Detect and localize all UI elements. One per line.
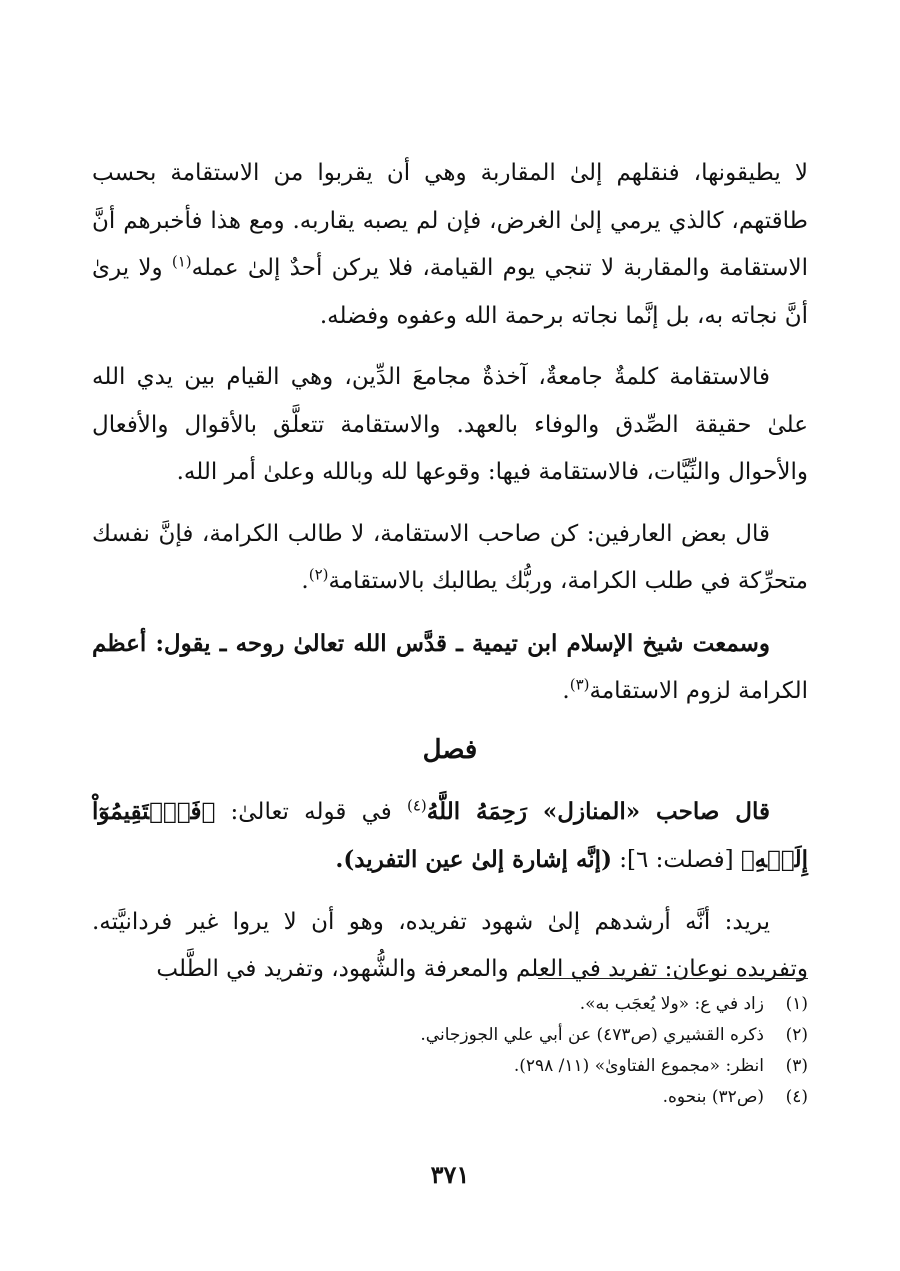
footnote-text: ذكره القشيري (ص٤٧٣) عن أبي علي الجوزجاني.: [420, 1025, 764, 1045]
footnotes: [92, 978, 808, 1113]
footnote-number: (١): [785, 994, 808, 1014]
paragraph-5-bold: قال صاحب «المنازل» رَحِمَهُ اللَّهُ: [426, 797, 771, 825]
page-number: ٣٧١: [430, 1160, 470, 1189]
paragraph-4: [92, 620, 808, 716]
paragraph-5-text: في قوله تعالىٰ:: [215, 798, 407, 825]
paragraph-6-text: يريد: أنَّه أرشدهم إلىٰ شهود تفريده، وهو أن لا يروا غير فردانيَّته. وتفريده نوعان: تفريد في العلم والمعرفة والشُّهود، وتفريد في الطَّلب: [92, 908, 808, 982]
paragraph-3-text: قال بعض العارفين: كن صاحب الاستقامة، لا طالب الكرامة، فإنَّ نفسك متحرِّكة في طلب الكرامة، وربُّك يطالبك بالاستقامة: [92, 520, 808, 594]
footnote-ref-4: (٤): [407, 795, 427, 814]
paragraph-4-bold: وسمعت شيخ الإسلام ابن تيمية ـ قدَّس الله تعالىٰ روحه ـ يقول: أعظم: [92, 629, 770, 657]
footnote-ref-1: (١): [171, 252, 192, 271]
footnote-item: [92, 1051, 808, 1082]
footnote-item: [92, 1082, 808, 1113]
paragraph-4-text: الكرامة لزوم الاستقامة: [589, 678, 808, 704]
paragraph-4-end: .: [562, 678, 570, 704]
quran-reference: [فصلت: ٦]:: [611, 847, 741, 873]
paragraph-1: [92, 150, 808, 340]
paragraph-5: [92, 788, 808, 885]
footnote-number: (٤): [785, 1087, 808, 1107]
footnote-number: (٣): [785, 1056, 808, 1076]
footnote-ref-2: (٢): [308, 565, 329, 584]
paragraph-1-text: لا يطيقونها، فنقلهم إلىٰ المقاربة وهي أن يقربوا من الاستقامة بحسب طاقتهم، كالذي يرمي إلىٰ الغرض، فإن لم يصبه يقاربه. ومع هذا فأخبرهم أنَّ الاستقامة والمقاربة لا تنجي يوم القيامة، فلا يركن أحدٌ إلىٰ عمله: [92, 160, 808, 281]
footnote-text: (ص٣٢) بنحوه.: [662, 1087, 764, 1107]
paragraph-3: [92, 511, 808, 606]
quran-verse: ﴿فَٱسۡتَقِيمُوٓاْ إِلَيۡهِ﴾: [92, 797, 808, 873]
footnote-ref-3: (٣): [569, 675, 590, 694]
footnote-item: [92, 1020, 808, 1051]
footnote-divider: [538, 978, 808, 979]
paragraph-2: [92, 354, 808, 497]
paragraph-3-end: .: [301, 568, 309, 594]
paragraph-5-bold-2: (إنَّه إشارة إلىٰ عين التفريد).: [335, 846, 612, 873]
paragraph-1-text-b: ولا يرىٰ أنَّ نجاته به، بل إنَّما نجاته برحمة الله وعفوه وفضله.: [92, 255, 808, 329]
footnote-item: [92, 989, 808, 1020]
page-body: [92, 150, 808, 1008]
footnote-text: انظر: «مجموع الفتاوىٰ» (١١/ ٢٩٨).: [513, 1056, 764, 1076]
footnote-text: زاد في ع: «ولا يُعجَب به».: [579, 994, 764, 1014]
paragraph-2-text: فالاستقامة كلمةٌ جامعةٌ، آخذةٌ مجامعَ الدِّين، وهي القيام بين يدي الله علىٰ حقيقة الصِّدق والوفاء بالعهد. والاستقامة تتعلَّق بالأقوال والأفعال والأحوال والنِّيَّات، فالاستقامة فيها: وقوعها لله وبالله وعلىٰ أمر الله.: [92, 364, 808, 485]
section-heading: فصل: [422, 734, 478, 765]
footnote-number: (٢): [785, 1025, 808, 1045]
